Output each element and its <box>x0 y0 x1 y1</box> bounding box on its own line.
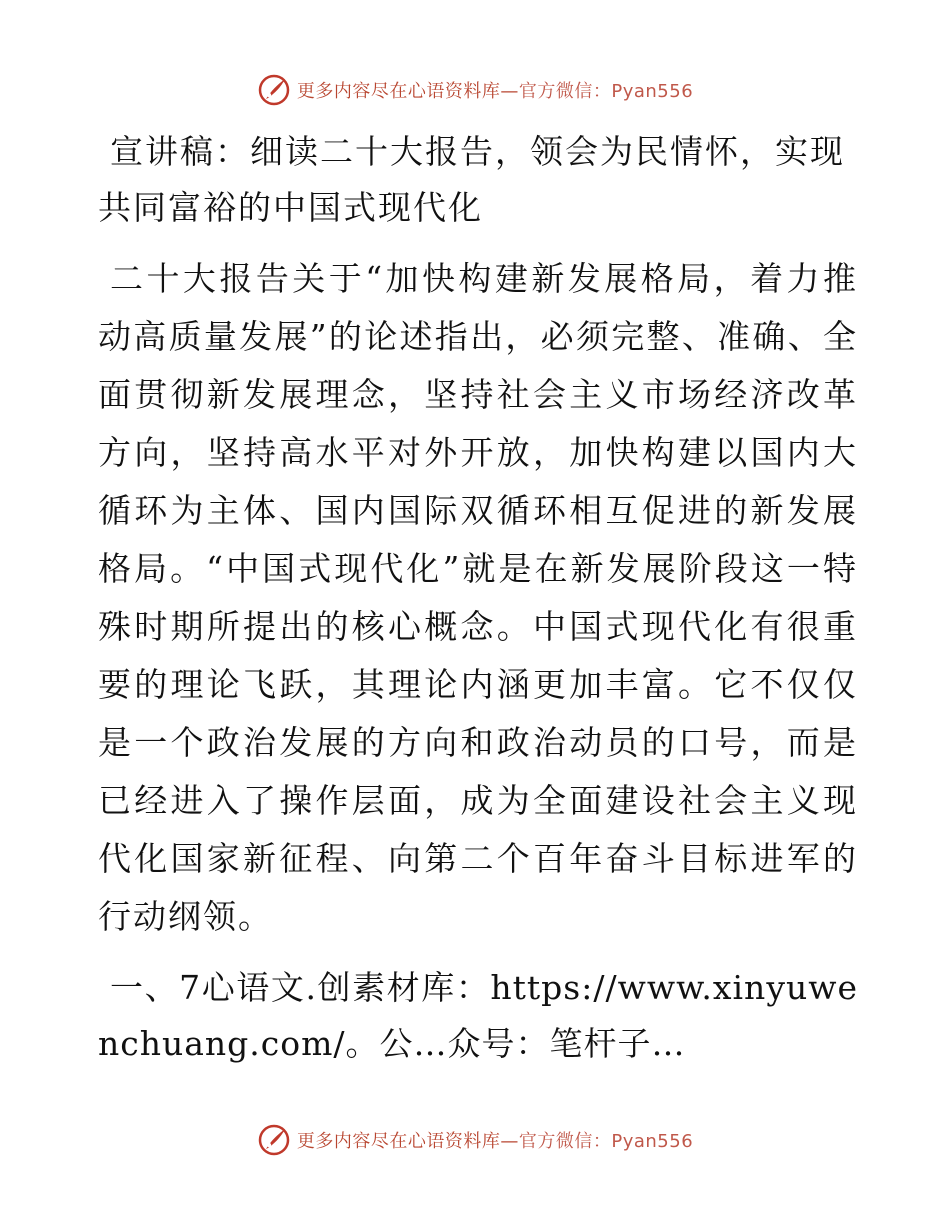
body-paragraph-source: 一、7心语文.创素材库：https://www.xinyuwenchuang.com/。公…众号：笔杆子… <box>98 968 858 1063</box>
document-title: 宣讲稿：细读二十大报告，领会为民情怀，实现共同富裕的中国式现代化 <box>98 132 845 227</box>
body-paragraph: 二十大报告关于“加快构建新发展格局，着力推动高质量发展”的论述指出，必须完整、准确、全面贯彻新发展理念，坚持社会主义市场经济改革方向，坚持高水平对外开放，加快构建以国内大循环为主体、国内国际双循环相互促进的新发展格局。“中国式现代化”就是在新发展阶段这一特殊时期所提出的核心概念。中国式现代化有很重要的理论飞跃，其理论内涵更加丰富。它不仅仅是一个政治发展的方向和政治动员的口号，而是已经进入了操作层面，成为全面建设社会主义现代化国家新征程、向第二个百年奋斗目标进军的行动纲领。 <box>98 259 858 936</box>
quill-logo-icon <box>257 1123 291 1157</box>
watermark-text: 更多内容尽在心语资料库—官方微信：Pyan556 <box>296 1131 694 1152</box>
header-watermark <box>0 70 950 110</box>
document-body <box>98 124 858 1086</box>
quill-logo-icon <box>257 73 291 107</box>
footer-watermark <box>0 1120 950 1160</box>
watermark-text: 更多内容尽在心语资料库—官方微信：Pyan556 <box>296 81 694 102</box>
